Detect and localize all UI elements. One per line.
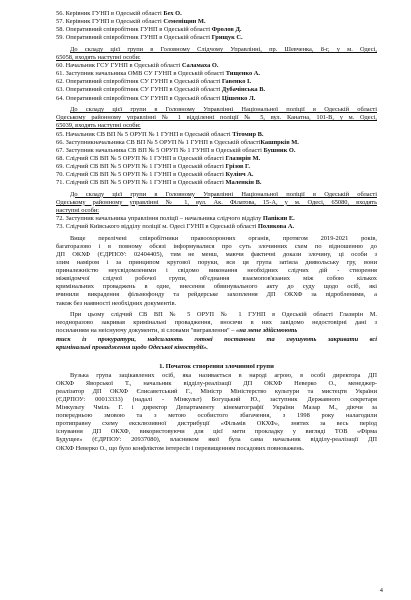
page-number: 4	[379, 587, 383, 594]
list-item: 58. Оперативний співробітник ГУНП в Одеській області Фролов Д.	[56, 26, 242, 34]
quote-emphasis: кримінальні провадження щодо Одеської кіностудії».	[56, 343, 208, 351]
list-item: 64. Оперативний співробітник СУ ГУНП в Одеській області Цішенко Л.	[56, 94, 256, 102]
list-item: 59. Оперативний співробітник ГУНП в Одеській області Грищук С.	[56, 34, 243, 42]
list-item: 57. Керівник ГУНП в Одеській області Семеніщин М.	[56, 18, 206, 26]
list-group-1	[56, 10, 377, 42]
section-heading: 1. Початок створення злочинної групи	[159, 362, 274, 370]
group-intro-line: 65039, входять наступні особи:	[56, 122, 141, 130]
list-item: 72. Заступник начальника управління поліції – начальника слідчого відділу Папікян Е.	[56, 215, 295, 223]
list-group-3	[56, 106, 377, 187]
paragraph-2: При цьому слідчий СВ ВП № 5 ОРУП № 1 ГУНП в Одеській області Глазирін М. неодноразово закривав кримінальні провадження, вносячи в них завідомо недостовірні дані з посиланням на неіснуючу документи, зі словами "вигравлення" – «на мене здійснюють тиск із прокуратури, надсилають готові постанови та змушують закривати всі кримінальні провадження щодо Одеської кіностудії».	[56, 311, 377, 351]
group-intro-line: Одеському районному управлінні № 1, вул. Ак. Філатова, 15-А, у м. Одесі, 65080, входять	[56, 198, 377, 206]
group-intro-line: До складу цієї групи в Головному Управлінні Національної поліції в Одеській області	[70, 106, 377, 114]
list-item: 66. Заступникначальника СВ ВП № 5 ОРУП № 1 ГУНП в Одеській областіКашпрків М.	[56, 138, 299, 146]
list-item: 60. Начальник ГСУ ГУНП в Одеській області Саламаха О.	[56, 62, 219, 70]
list-group-2	[56, 46, 377, 103]
quote-emphasis: тиск із прокуратури, надсилають готові постанови та змушують закривати всі	[56, 335, 377, 343]
paragraph-1: Вище перелічені співробітники правоохоронних органів, протягом 2019-2021 років, багаторазово і в повному обсязі інформувалися про суть злочинних схем по відношенню до ДП ОКХФ (ЄДРПОУ: 02404405), тим не менш, маючи фактичні докази злочину, ці особи з злим наміром і за принципом кругової поруки, вся ця група затіяла диявольську гру, вони приналежністю неусвідомленими і свідомо виконання необхідних слідчих дій - створення міжвідомчої слідчої робочої групи, об'єднання взаємопов'язаних між собою кількох кримінальних проваджень в одне, внесення обвинувального акту до суду щодо осіб, які вчинили викрадення фільмофонду та рейдерське захоплення ДП ОКХФ за підробленими, а також без наявності необхідних документів.	[56, 234, 377, 307]
list-item: 68. Слідчий СВ ВП № 5 ОРУП № 1 ГУНП в Одеській області Глазирін М.	[56, 154, 261, 162]
list-item: 62. Оперативний співробітник СУ ГУНП в Одеській області Гавенко І.	[56, 78, 252, 86]
quote-emphasis: «на мене здійснюють	[236, 327, 298, 335]
paragraph-3: Вузька група зацікавлених осіб, яка називається в народі агрою, в особі директора ДП ОКХФ Яворської Т., начальник відділу-реалізації ДП ОКХФ Неверко О., менеджер- реалізатор ДП ОКХФ Єлисаветський Г., Міністр Міністерство культури та мистецтв України (ЄДРПОУ: 00013333) (надалі - Мінкульт) Богуцький Ю., заступник Державного секретаря Мінкульту Чміль Г. і директор Департаменту кінематографії України Мазар М., діючи за попередньою змовою та з метою особистого збагачення, з 1998 року налагодили протиправну схему ексклюзивної дистрибуції «Фільмів ОКХФ», знятих за весь період існування ДП ОКХФ, використовуючи для цієї мети прокладку у вигляді ТОВ «Фірма Будущее» (ЄДРПОУ: 20937080), власником якої була сама начальник відділу-реалізації ДП ОКХФ Неверко О., що було конфліктом інтересів і перевищенням посадових повноважень.	[56, 371, 377, 452]
group-intro-line: До складу цієї групи в Головному Слідчому Управлінні, пр. Шевченка, 8-г, у м. Одесі,	[70, 45, 377, 53]
group-intro-line: Одеському районному управлінні № 1 відділенні поліції № 5, вул. Канатна, 101-В, у м. Одесі,	[56, 114, 377, 122]
list-item: 63. Оперативний співробітник СУ ГУНП в Одеській області Дубачінська В.	[56, 86, 266, 94]
group-intro-line: наступні особи:	[56, 206, 100, 214]
list-item: 56. Керівник ГУНП в Одеській області Бех О.	[56, 10, 182, 17]
group-intro-line: 65058, входять наступні особи:	[56, 54, 141, 62]
list-item: 65. Начальник СВ ВП № 5 ОРУП № 1 ГУНП в Одеській області Тітомир В.	[56, 130, 264, 138]
list-item: 71. Слідчий СВ ВП № 5 ОРУП № 1 ГУНП в Одеській області Маленкін В.	[56, 179, 262, 187]
list-group-4	[56, 191, 377, 231]
list-item: 73. Слідчий Київського відділу поліції м. Одесі ГУНП в Одеській області Полякова А.	[56, 223, 295, 231]
group-intro-line: До складу цієї групи в Головному Управлінні Національної поліції в Одеській області	[70, 190, 377, 198]
list-item: 61. Заступник начальника ОМВ СУ ГУНП в Одеській області Тищенко А.	[56, 70, 260, 78]
list-item: 69. Слідчий СВ ВП № 5 ОРУП № 1 ГУНП в Одеській області Грізов Г.	[56, 162, 251, 170]
list-item: 70. Слідчий СВ ВП № 5 ОРУП № 1 ГУНП в Одеській області Кулінч А.	[56, 170, 254, 178]
list-item: 67. Заступник начальника СВ ВП № 5 ОРУП № 1 ГУНП в Одеській області Бушник О.	[56, 146, 296, 154]
